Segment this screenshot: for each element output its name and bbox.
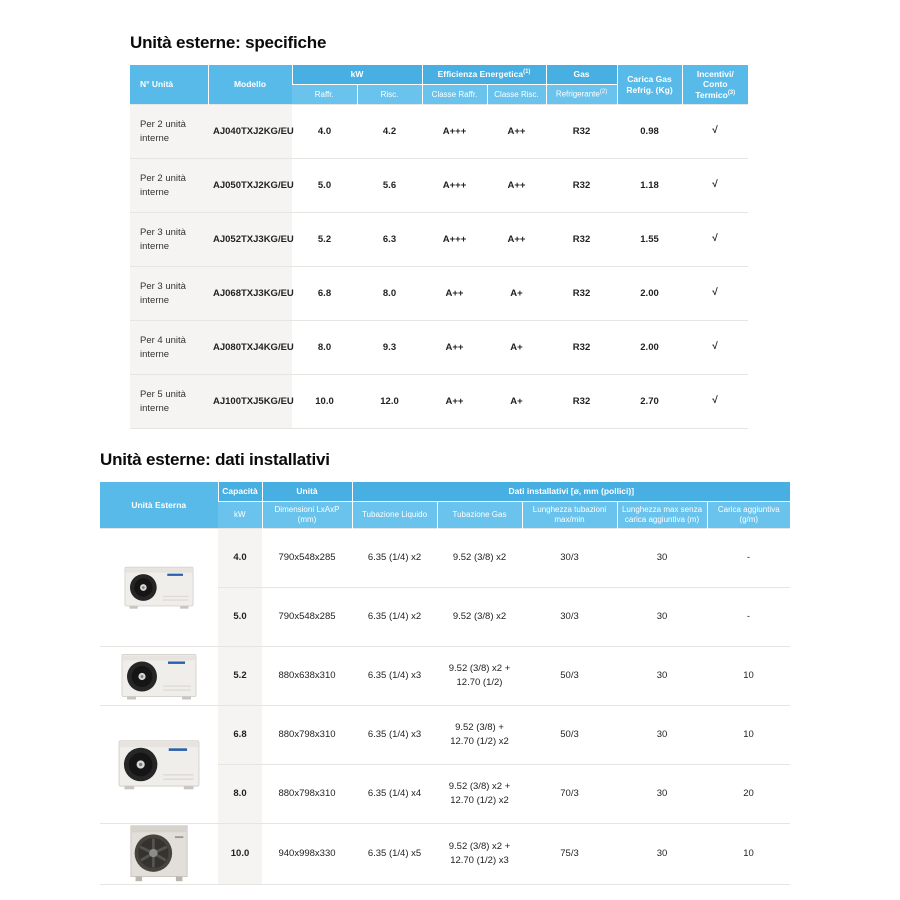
modello-cell: AJ052TXJ3KG/EU — [208, 213, 292, 267]
lunghezza-max-cell: 30 — [617, 706, 707, 765]
tubazione-liquido-cell: 6.35 (1/4) x4 — [352, 765, 437, 824]
col-group-capacita: Capacità — [218, 482, 262, 502]
carica-cell: 1.55 — [617, 213, 682, 267]
kw-raffr-cell: 10.0 — [292, 375, 357, 429]
capacita-cell: 5.2 — [218, 647, 262, 706]
gas-cell: R32 — [546, 213, 617, 267]
kw-risc-cell: 12.0 — [357, 375, 422, 429]
outdoor-unit-medium-icon — [121, 651, 197, 702]
lunghezza-cell: 50/3 — [522, 647, 617, 706]
incentivi-line2: Conto Termico — [695, 79, 728, 100]
kw-raffr-cell: 5.0 — [292, 159, 357, 213]
incentivi-check: √ — [682, 213, 748, 267]
capacita-cell: 8.0 — [218, 765, 262, 824]
refrigerante-label: Refrigerante — [555, 89, 600, 99]
modello-cell: AJ100TXJ5KG/EU — [208, 375, 292, 429]
col-header-modello: Modello — [208, 65, 292, 105]
col-group-unita: Unità — [262, 482, 352, 502]
kw-risc-cell: 8.0 — [357, 267, 422, 321]
carica-cell: 2.70 — [617, 375, 682, 429]
outdoor-unit-large-icon — [118, 737, 200, 792]
carica-aggiuntiva-cell: 10 — [707, 706, 790, 765]
col-group-efficienza — [422, 65, 546, 85]
classe-risc-cell: A++ — [487, 213, 546, 267]
n-unita-cell: Per 3 unità interne — [130, 267, 208, 321]
subcol-refrigerante — [546, 85, 617, 105]
lunghezza-max-cell: 30 — [617, 647, 707, 706]
footnote-ref-3: (3) — [727, 89, 736, 96]
kw-raffr-cell: 6.8 — [292, 267, 357, 321]
outdoor-unit-image-cell — [100, 529, 218, 647]
col-group-gas: Gas — [546, 65, 617, 85]
lunghezza-max-cell: 30 — [617, 824, 707, 885]
table-row — [130, 267, 748, 321]
subcol-risc: Risc. — [357, 85, 422, 105]
carica-aggiuntiva-cell: 20 — [707, 765, 790, 824]
modello-cell: AJ040TXJ2KG/EU — [208, 105, 292, 159]
modello-cell: AJ080TXJ4KG/EU — [208, 321, 292, 375]
tubazione-gas-cell: 9.52 (3/8) x2 — [437, 588, 522, 647]
incentivi-line1: Incentivi/ — [696, 68, 734, 79]
section-dati-installativi — [100, 450, 790, 885]
kw-raffr-cell: 5.2 — [292, 213, 357, 267]
col-header-carica-gas: Carica Gas Refrig. (Kg) — [617, 65, 682, 105]
classe-risc-cell: A+ — [487, 267, 546, 321]
classe-risc-cell: A++ — [487, 105, 546, 159]
n-unita-cell: Per 2 unità interne — [130, 159, 208, 213]
tubazione-gas-cell: 9.52 (3/8) x2 + 12.70 (1/2) x3 — [437, 824, 522, 885]
capacita-cell: 4.0 — [218, 529, 262, 588]
subcol-raffr: Raffr. — [292, 85, 357, 105]
subcol-tubazione-gas: Tubazione Gas — [437, 502, 522, 529]
capacita-cell: 10.0 — [218, 824, 262, 885]
classe-raffr-cell: A++ — [422, 267, 487, 321]
modello-cell: AJ050TXJ2KG/EU — [208, 159, 292, 213]
classe-risc-cell: A+ — [487, 375, 546, 429]
gas-cell: R32 — [546, 375, 617, 429]
kw-raffr-cell: 8.0 — [292, 321, 357, 375]
incentivi-check: √ — [682, 105, 748, 159]
table-row — [100, 647, 790, 706]
page-title: Unità esterne: specifiche — [130, 33, 327, 52]
lunghezza-cell: 30/3 — [522, 588, 617, 647]
subcol-tubazione-liquido: Tubazione Liquido — [352, 502, 437, 529]
section-specifiche — [130, 33, 748, 429]
tubazione-gas-cell: 9.52 (3/8) x2 + 12.70 (1/2) — [437, 647, 522, 706]
kw-risc-cell: 4.2 — [357, 105, 422, 159]
n-unita-cell: Per 5 unità interne — [130, 375, 208, 429]
carica-cell: 2.00 — [617, 267, 682, 321]
dimensioni-cell: 880x798x310 — [262, 765, 352, 824]
dimensioni-cell: 880x638x310 — [262, 647, 352, 706]
classe-risc-cell: A+ — [487, 321, 546, 375]
tubazione-gas-cell: 9.52 (3/8) x2 + 12.70 (1/2) x2 — [437, 765, 522, 824]
table-row — [130, 159, 748, 213]
outdoor-unit-tall-icon — [128, 824, 190, 884]
footnote-ref-1: (1) — [523, 69, 531, 76]
efficienza-label: Efficienza Energetica — [437, 69, 524, 80]
capacita-cell: 5.0 — [218, 588, 262, 647]
gas-cell: R32 — [546, 321, 617, 375]
subcol-lunghezza-max: Lunghezza max senza carica aggiuntiva (m) — [617, 502, 707, 529]
subcol-kw: kW — [218, 502, 262, 529]
kw-risc-cell: 6.3 — [357, 213, 422, 267]
col-header-n-unita: N° Unità — [130, 65, 208, 105]
lunghezza-max-cell: 30 — [617, 529, 707, 588]
subcol-classe-risc: Classe Risc. — [487, 85, 546, 105]
gas-cell: R32 — [546, 105, 617, 159]
outdoor-unit-image-cell — [100, 647, 218, 706]
table-row — [130, 375, 748, 429]
incentivi-check: √ — [682, 267, 748, 321]
table-row — [100, 706, 790, 765]
footnote-ref-2: (2) — [599, 89, 608, 96]
lunghezza-cell: 30/3 — [522, 529, 617, 588]
carica-aggiuntiva-cell: - — [707, 529, 790, 588]
incentivi-check: √ — [682, 321, 748, 375]
page-title-2: Unità esterne: dati installativi — [100, 450, 330, 469]
table-row — [130, 321, 748, 375]
kw-raffr-cell: 4.0 — [292, 105, 357, 159]
classe-raffr-cell: A+++ — [422, 159, 487, 213]
dimensioni-cell: 790x548x285 — [262, 588, 352, 647]
carica-cell: 2.00 — [617, 321, 682, 375]
kw-risc-cell: 5.6 — [357, 159, 422, 213]
dimensioni-cell: 940x998x330 — [262, 824, 352, 885]
n-unita-cell: Per 4 unità interne — [130, 321, 208, 375]
outdoor-unit-image-cell — [100, 706, 218, 824]
gas-cell: R32 — [546, 267, 617, 321]
lunghezza-max-cell: 30 — [617, 588, 707, 647]
kw-risc-cell: 9.3 — [357, 321, 422, 375]
tubazione-liquido-cell: 6.35 (1/4) x2 — [352, 529, 437, 588]
n-unita-cell: Per 2 unità interne — [130, 105, 208, 159]
dimensioni-cell: 790x548x285 — [262, 529, 352, 588]
lunghezza-cell: 75/3 — [522, 824, 617, 885]
col-header-unita-esterna: Unità Esterna — [100, 482, 218, 529]
outdoor-unit-image-cell — [100, 824, 218, 885]
subcol-carica-aggiuntiva: Carica aggiuntiva (g/m) — [707, 502, 790, 529]
carica-aggiuntiva-cell: - — [707, 588, 790, 647]
col-group-kw: kW — [292, 65, 422, 85]
incentivi-check: √ — [682, 375, 748, 429]
carica-cell: 1.18 — [617, 159, 682, 213]
carica-cell: 0.98 — [617, 105, 682, 159]
table-row — [100, 824, 790, 885]
lunghezza-max-cell: 30 — [617, 765, 707, 824]
table-row — [130, 105, 748, 159]
dimensioni-cell: 880x798x310 — [262, 706, 352, 765]
subcol-lunghezza-tubazioni: Lunghezza tubazioni max/min — [522, 502, 617, 529]
carica-aggiuntiva-cell: 10 — [707, 647, 790, 706]
tubazione-gas-cell: 9.52 (3/8) + 12.70 (1/2) x2 — [437, 706, 522, 765]
tubazione-gas-cell: 9.52 (3/8) x2 — [437, 529, 522, 588]
lunghezza-cell: 50/3 — [522, 706, 617, 765]
gas-cell: R32 — [546, 159, 617, 213]
classe-risc-cell: A++ — [487, 159, 546, 213]
table-row — [100, 529, 790, 588]
col-header-incentivi — [682, 65, 748, 105]
spec-table — [130, 64, 748, 429]
subcol-dimensioni: Dimensioni LxAxP (mm) — [262, 502, 352, 529]
carica-aggiuntiva-cell: 10 — [707, 824, 790, 885]
classe-raffr-cell: A++ — [422, 375, 487, 429]
modello-cell: AJ068TXJ3KG/EU — [208, 267, 292, 321]
tubazione-liquido-cell: 6.35 (1/4) x5 — [352, 824, 437, 885]
capacita-cell: 6.8 — [218, 706, 262, 765]
tubazione-liquido-cell: 6.35 (1/4) x3 — [352, 706, 437, 765]
classe-raffr-cell: A+++ — [422, 105, 487, 159]
subcol-classe-raffr: Classe Raffr. — [422, 85, 487, 105]
tubazione-liquido-cell: 6.35 (1/4) x2 — [352, 588, 437, 647]
classe-raffr-cell: A+++ — [422, 213, 487, 267]
incentivi-check: √ — [682, 159, 748, 213]
classe-raffr-cell: A++ — [422, 321, 487, 375]
outdoor-unit-small-icon — [124, 564, 194, 611]
col-group-dati-installativi: Dati installativi [ø, mm (pollici)] — [352, 482, 790, 502]
install-table — [100, 481, 790, 885]
tubazione-liquido-cell: 6.35 (1/4) x3 — [352, 647, 437, 706]
table-row — [130, 213, 748, 267]
lunghezza-cell: 70/3 — [522, 765, 617, 824]
n-unita-cell: Per 3 unità interne — [130, 213, 208, 267]
